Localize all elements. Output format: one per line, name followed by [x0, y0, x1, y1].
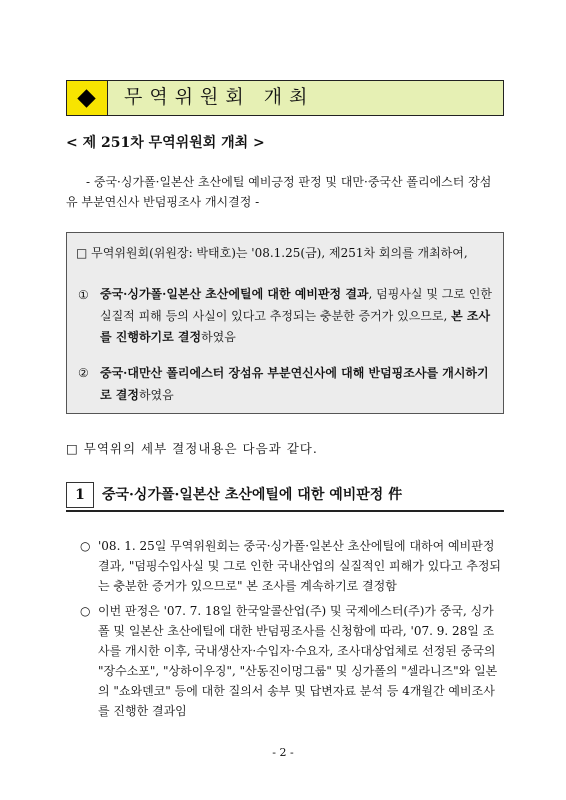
- item1-marker: ①: [78, 288, 89, 302]
- page-title: 무역위원회 개최: [124, 86, 315, 108]
- item2-text: [100, 362, 496, 406]
- item2-end: 하였음: [138, 388, 174, 402]
- item1-mid: , 덤핑사실 및 그로 인한 실질적 피해 등의 사실이 있다고 추정되는 충분한 증거가 있으므로,: [100, 287, 492, 323]
- item2-bold1: 중국·대만산 폴리에스터 장섬유 부분연신사에 대해 반덤핑조사를 개시하기로 결정: [100, 366, 489, 402]
- paragraph-text: '08. 1. 25일 무역위원회는 중국·싱가폴·일본산 초산에틸에 대하여 예비판정 결과, "덤핑수입사실 및 그로 인한 국내산업의 실질적인 피해가 있다고 추정되는 충분한 증거가 있으므로" 본 조사를 계속하기로 결정함: [98, 539, 502, 593]
- page-number: - 2 -: [272, 746, 294, 759]
- section-divider: [66, 510, 504, 512]
- section-number: 1: [66, 482, 94, 508]
- item1-bold2: 본 조사를 진행하기로 결정: [100, 308, 491, 344]
- paragraph-text: 이번 판정은 '07. 7. 18일 한국알콜산업(주) 및 국제에스터(주)가 중국, 싱가폴 및 일본산 초산에틸에 대한 반덤핑조사를 신청함에 따라, '07. 9. 28일 조사를 개시한 이후, 국내생산자·수입자·수요자, 조사대상업체로 선정된 중국의 "장수소포", "상하이우징", "산동진이멍그룹" 및 싱가폴의 "셀라니즈"와 일본의 "쇼와덴코" 등에 대한 질의서 송부 및 답변자료 분석 등 4개월간 예비조사를 진행한 결과임: [98, 604, 498, 718]
- box-intro: □ 무역위원회(위원장: 박태호)는 '08.1.25(금), 제251차 회의를 개최하여,: [76, 246, 468, 260]
- summary-text: - 중국·싱가폴·일본산 초산에틸 예비긍정 판정 및 대만·중국산 폴리에스터 장섬유 부분연신사 반덤핑조사 개시결정 -: [66, 175, 492, 209]
- item1-end: 하였음: [201, 330, 236, 344]
- paragraph-bullet: ○: [80, 604, 91, 618]
- item1-bold1: 중국·싱가폴·일본산 초산에틸에 대한 예비판정 결과: [100, 287, 369, 301]
- section-title: 중국·싱가폴·일본산 초산에틸에 대한 예비판정 件: [102, 487, 403, 503]
- item1-text: [100, 284, 496, 349]
- item2-marker: ②: [78, 366, 89, 380]
- paragraph-bullet: ○: [80, 539, 91, 553]
- details-line: □ 무역위의 세부 결정내용은 다음과 같다.: [66, 441, 318, 456]
- session-heading: < 제 251차 무역위원회 개최 >: [66, 135, 265, 151]
